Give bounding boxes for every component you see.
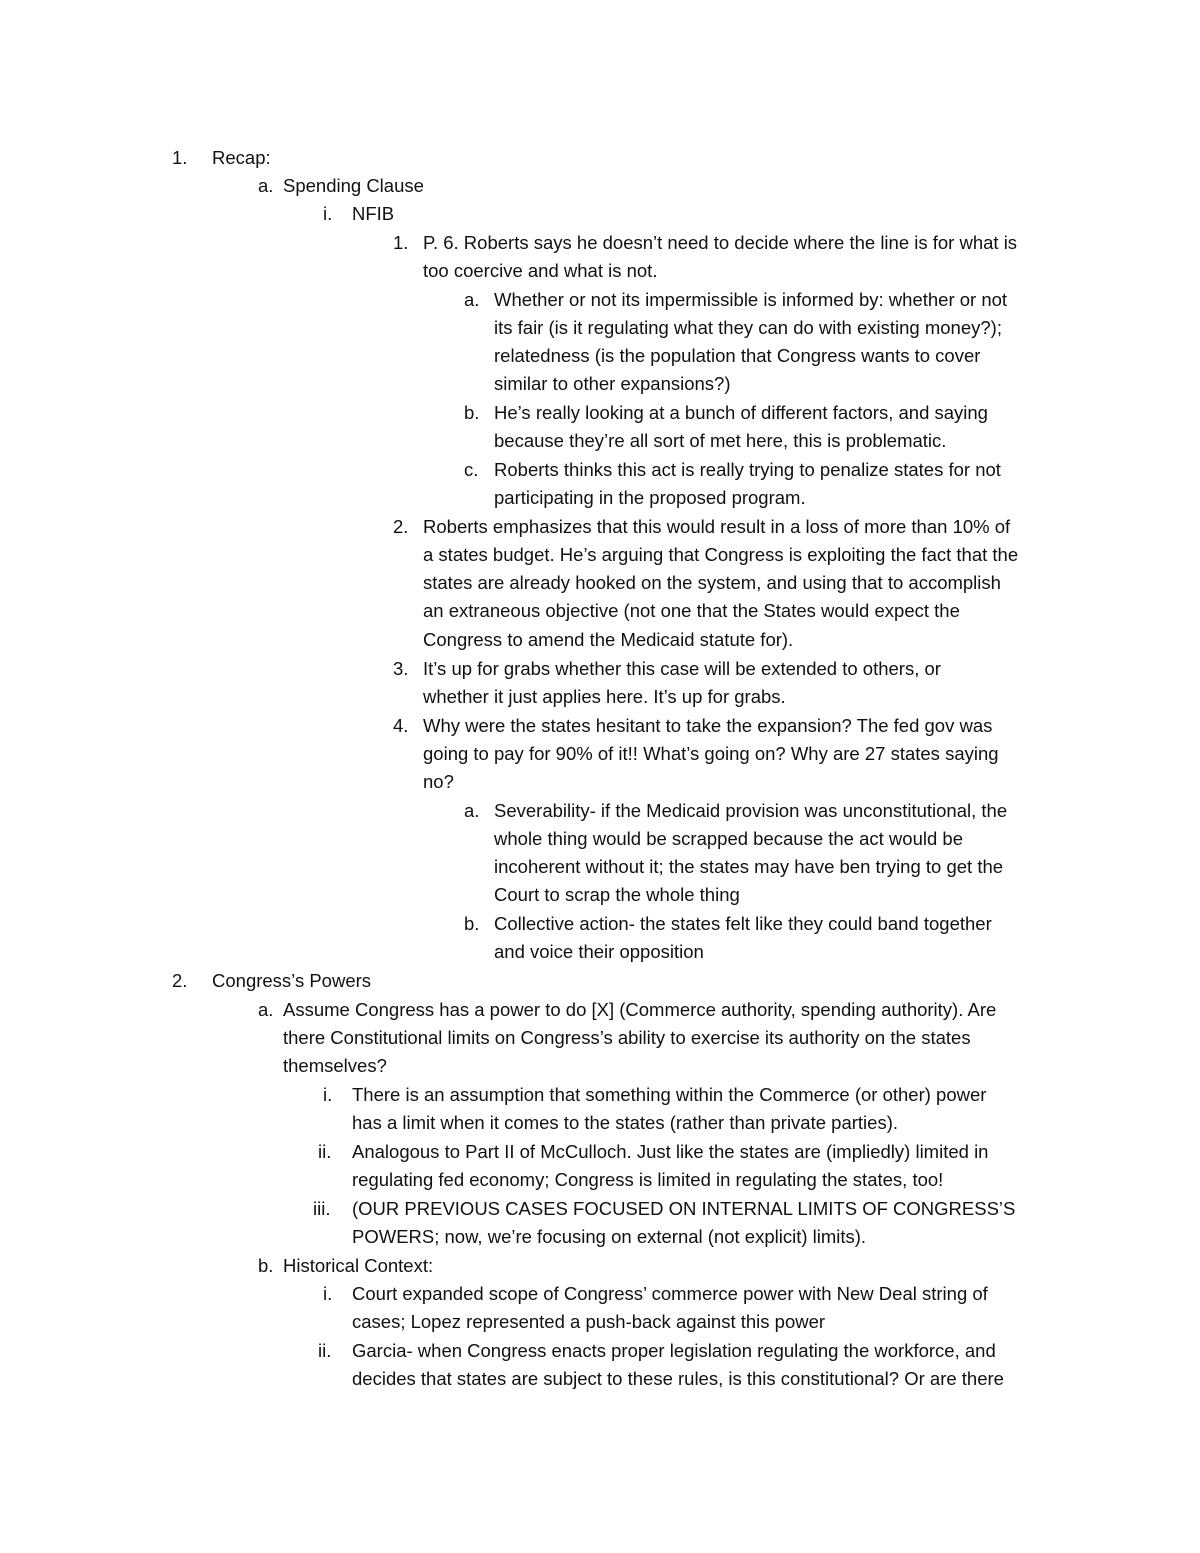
- list-marker: a.: [258, 999, 274, 1020]
- note-line: participating in the proposed program.: [494, 487, 806, 508]
- list-marker: iii.: [313, 1198, 331, 1219]
- note-line: an extraneous objective (not one that the States would expect the: [423, 600, 960, 621]
- list-marker: ii.: [318, 1340, 332, 1361]
- note-line: a states budget. He’s arguing that Congress is exploiting the fact that the: [423, 544, 1019, 565]
- list-marker: c.: [464, 459, 479, 480]
- note-line: similar to other expansions?): [494, 373, 731, 394]
- note-line: POWERS; now, we’re focusing on external (not explicit) limits).: [352, 1226, 867, 1247]
- note-line: states are already hooked on the system, and using that to accomplish: [423, 572, 1001, 593]
- list-marker: a.: [464, 800, 480, 821]
- list-marker: a.: [258, 175, 274, 196]
- note-line: Roberts thinks this act is really trying to penalize states for not: [494, 459, 1001, 480]
- note-line: whole thing would be scrapped because the act would be: [494, 828, 963, 849]
- note-line: because they’re all sort of met here, this is problematic.: [494, 430, 947, 451]
- note-line: It’s up for grabs whether this case will be extended to others, or: [423, 658, 941, 679]
- note-line: P. 6. Roberts says he doesn’t need to decide where the line is for what is: [423, 232, 1018, 253]
- note-line: Court to scrap the whole thing: [494, 884, 740, 905]
- list-marker: i.: [323, 1283, 333, 1304]
- note-line: themselves?: [283, 1055, 387, 1076]
- case-heading: NFIB: [352, 203, 395, 224]
- list-marker: 3.: [393, 658, 409, 679]
- list-marker: 4.: [393, 715, 409, 736]
- subsection-heading: Spending Clause: [283, 175, 424, 196]
- note-line: Roberts emphasizes that this would result in a loss of more than 10% of: [423, 516, 1011, 537]
- section-heading: Congress’s Powers: [212, 970, 372, 991]
- note-line: Whether or not its impermissible is informed by: whether or not: [494, 289, 1008, 310]
- note-line: (OUR PREVIOUS CASES FOCUSED ON INTERNAL LIMITS OF CONGRESS’S: [352, 1198, 1016, 1219]
- note-line: incoherent without it; the states may have ben trying to get the: [494, 856, 1004, 877]
- note-line: too coercive and what is not.: [423, 260, 658, 281]
- note-line: whether it just applies here. It’s up for grabs.: [423, 686, 786, 707]
- note-line: He’s really looking at a bunch of different factors, and saying: [494, 402, 988, 423]
- note-line: Court expanded scope of Congress’ commerce power with New Deal string of: [352, 1283, 988, 1304]
- note-line: no?: [423, 771, 454, 792]
- note-line: Assume Congress has a power to do [X] (Commerce authority, spending authority). Are: [283, 999, 997, 1020]
- note-line: there Constitutional limits on Congress’s ability to exercise its authority on the states: [283, 1027, 971, 1048]
- list-marker: 1.: [172, 147, 188, 168]
- list-marker: b.: [258, 1255, 274, 1276]
- note-line: Garcia- when Congress enacts proper legislation regulating the workforce, and: [352, 1340, 996, 1361]
- list-marker: i.: [323, 203, 333, 224]
- list-marker: 1.: [393, 232, 409, 253]
- section-heading: Recap:: [212, 147, 271, 168]
- note-line: relatedness (is the population that Congress wants to cover: [494, 345, 981, 366]
- subsection-heading: Historical Context:: [283, 1255, 434, 1276]
- note-line: Severability- if the Medicaid provision was unconstitutional, the: [494, 800, 1008, 821]
- note-line: regulating fed economy; Congress is limited in regulating the states, too!: [352, 1169, 944, 1190]
- note-line: decides that states are subject to these rules, is this constitutional? Or are there: [352, 1368, 1004, 1389]
- note-line: has a limit when it comes to the states (rather than private parties).: [352, 1112, 898, 1133]
- list-marker: 2.: [172, 970, 188, 991]
- note-line: Why were the states hesitant to take the expansion? The fed gov was: [423, 715, 993, 736]
- list-marker: b.: [464, 913, 480, 934]
- note-line: going to pay for 90% of it!! What’s going on? Why are 27 states saying: [423, 743, 999, 764]
- note-line: There is an assumption that something within the Commerce (or other) power: [352, 1084, 987, 1105]
- list-marker: a.: [464, 289, 480, 310]
- list-marker: b.: [464, 402, 480, 423]
- note-line: cases; Lopez represented a push-back against this power: [352, 1311, 826, 1332]
- note-line: Collective action- the states felt like they could band together: [494, 913, 992, 934]
- list-marker: ii.: [318, 1141, 332, 1162]
- note-line: Analogous to Part II of McCulloch. Just like the states are (impliedly) limited in: [352, 1141, 989, 1162]
- note-line: its fair (is it regulating what they can do with existing money?);: [494, 317, 1002, 338]
- list-marker: 2.: [393, 516, 409, 537]
- note-line: and voice their opposition: [494, 941, 704, 962]
- note-line: Congress to amend the Medicaid statute for).: [423, 629, 794, 650]
- list-marker: i.: [323, 1084, 333, 1105]
